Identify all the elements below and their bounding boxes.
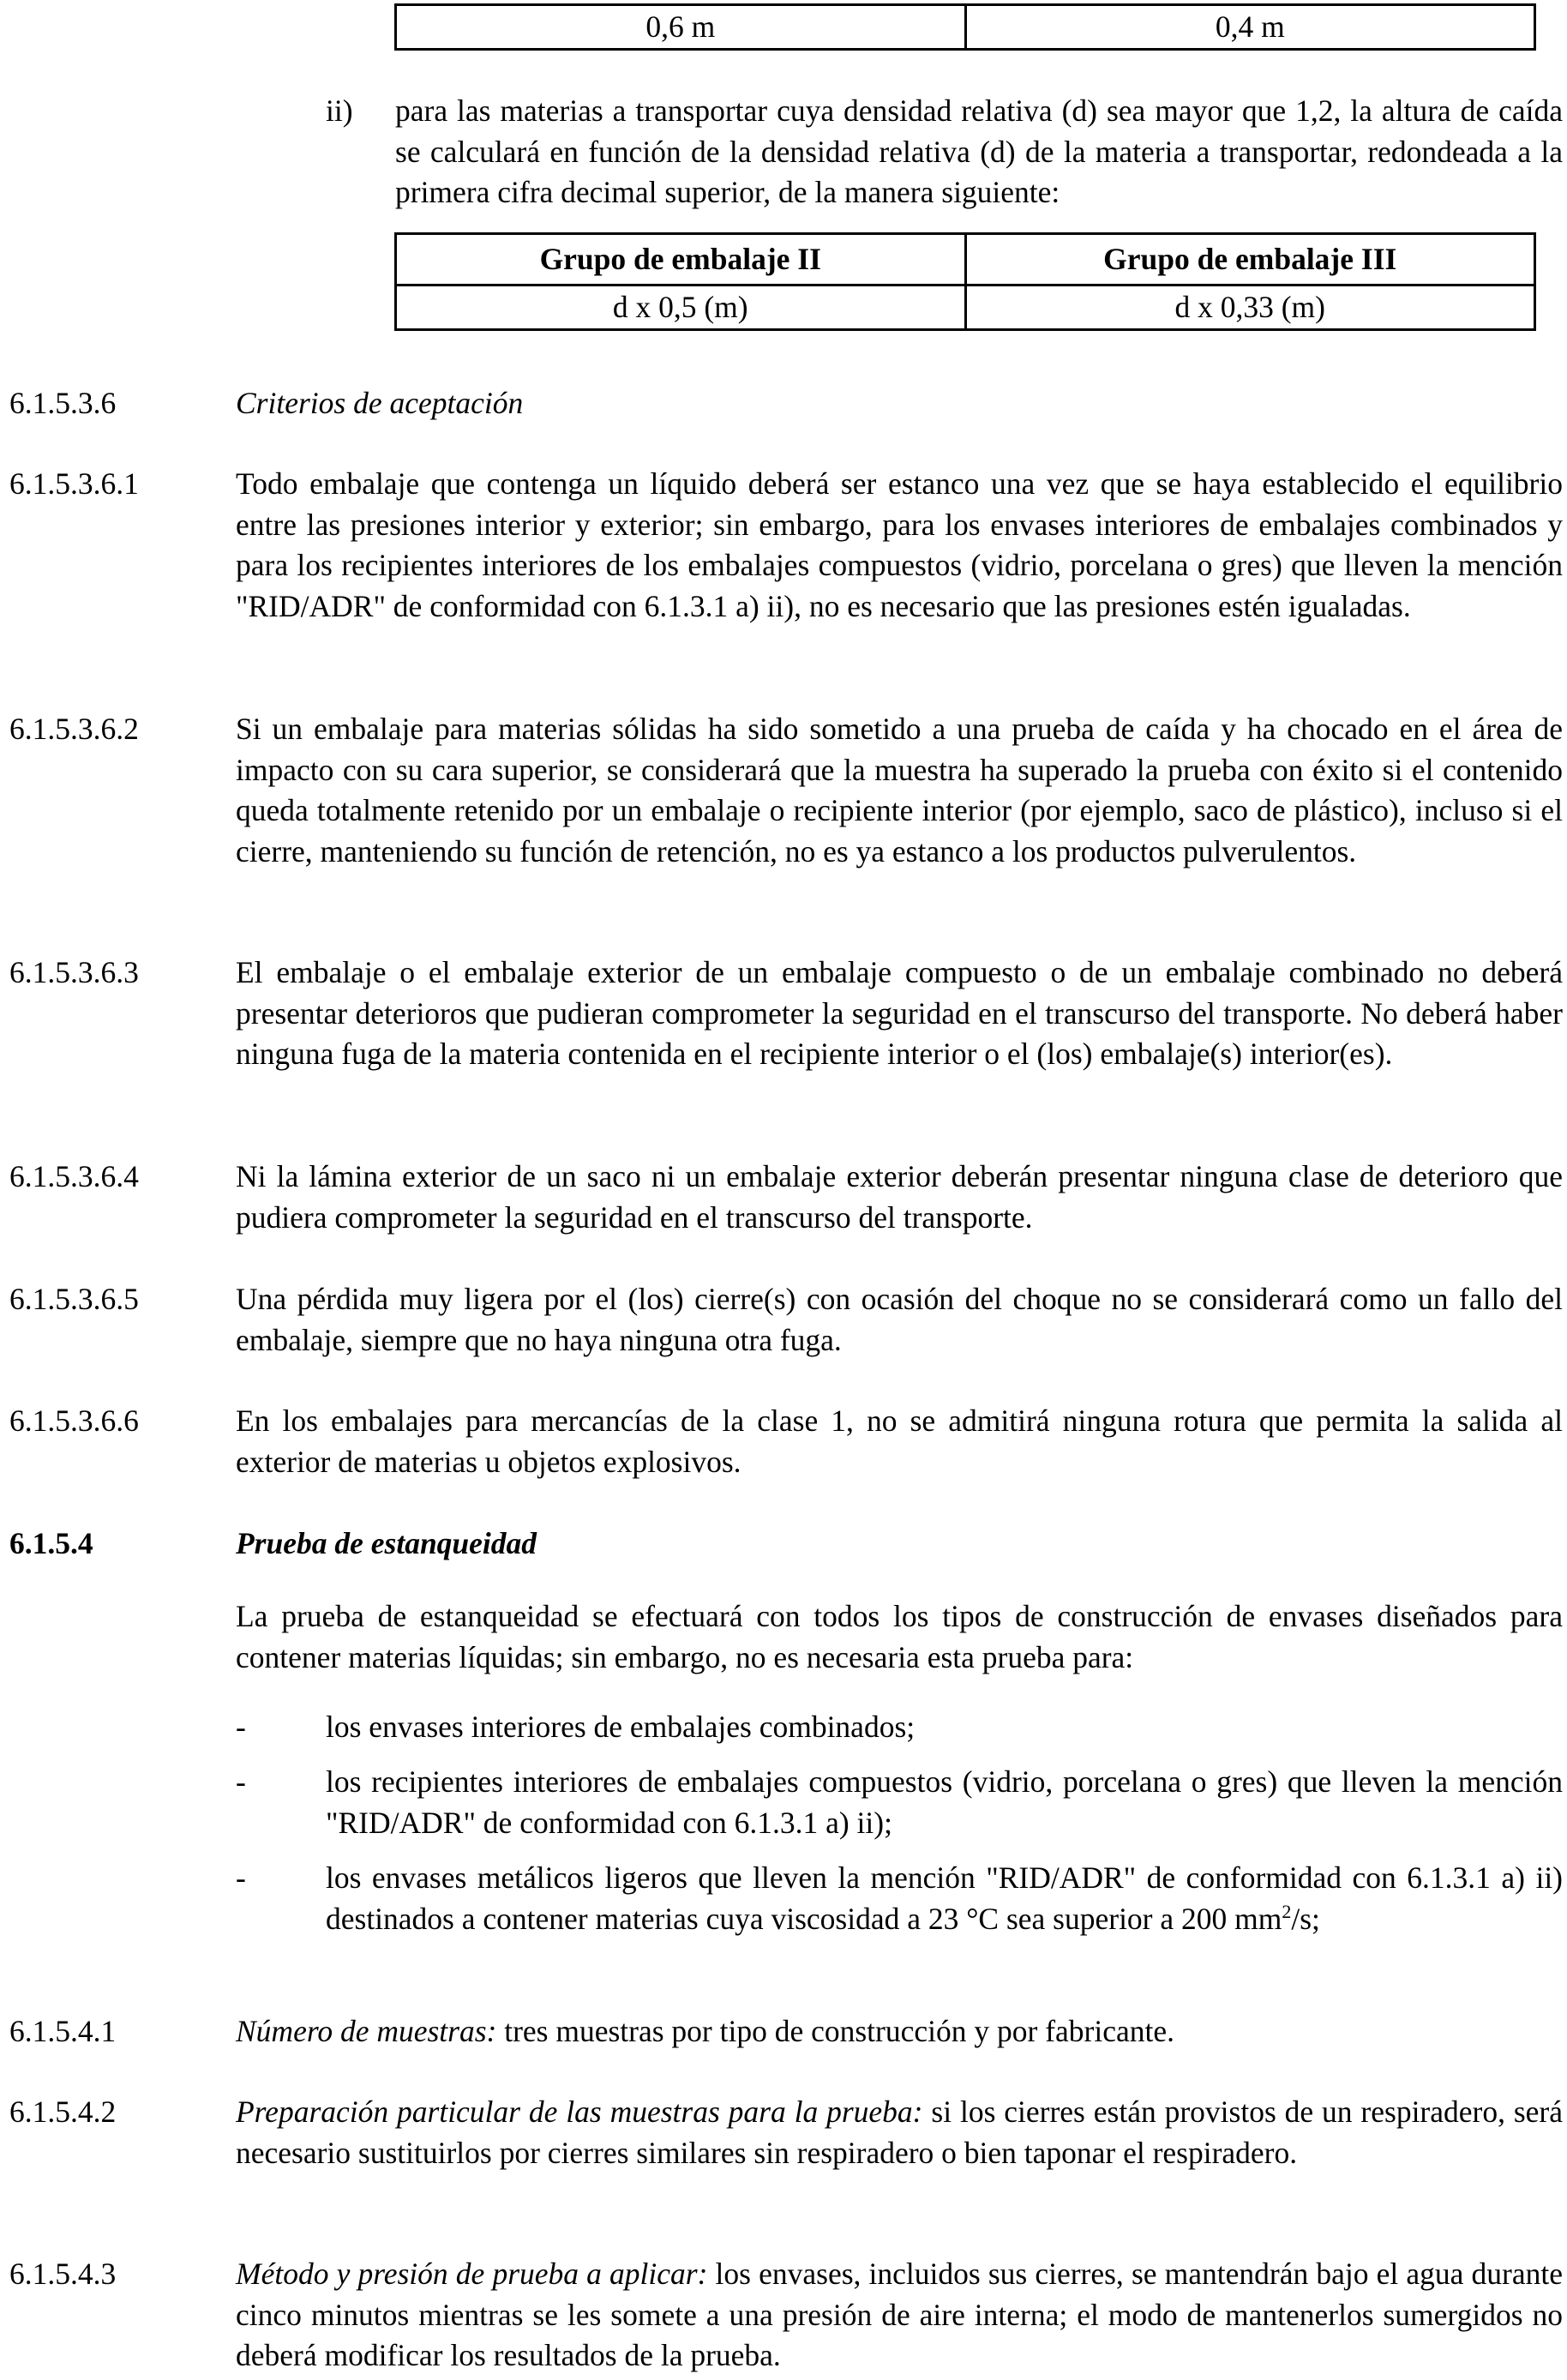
- paragraph-text: si los cierres están provistos de un respiradero, será necesario sustituirlos por cierres similares sin respiradero o bien taponar el respiradero.: [236, 2095, 1563, 2170]
- paragraph: [236, 2254, 1563, 2377]
- paragraph: La prueba de estanqueidad se efectuará con todos los tipos de construcción de envases diseñados para contener materias líquidas; sin embargo, no es necesaria esta prueba para:: [236, 1599, 1563, 1674]
- section-number: 6.1.5.4: [9, 1526, 93, 1560]
- list-marker: ii): [326, 93, 353, 128]
- paragraph-label: Número de muestras:: [236, 2014, 497, 2048]
- paragraph: El embalaje o el embalaje exterior de un embalaje compuesto o de un embalaje combinado no deberá presentar deterioros que pudieran comprometer la seguridad en el transcurso del transporte. No deberá haber ninguna fuga de la materia contenida en el recipiente interior o el (los) embalaje(s) interior(es).: [236, 955, 1563, 1071]
- table-cell: 0,6 m: [396, 5, 966, 50]
- paragraph: [236, 2092, 1563, 2173]
- paragraph-text: los envases, incluidos sus cierres, se mantendrán bajo el agua durante cinco minutos mientras se les somete a una presión de aire interna; el modo de mantenerlos sumergidos no deberá modificar los resultados de la prueba.: [236, 2257, 1563, 2372]
- section-number: 6.1.5.3.6.2: [9, 712, 139, 746]
- table-cell: 0,4 m: [965, 5, 1535, 50]
- section-number: 6.1.5.4.1: [9, 2014, 117, 2048]
- table-header: Grupo de embalaje II: [396, 234, 966, 285]
- paragraph: Si un embalaje para materias sólidas ha sido sometido a una prueba de caída y ha chocado en el área de impacto con su cara superior, se considerará que la muestra ha superado la prueba con éxito si el contenido queda totalmente retenido por un embalaje o recipiente interior (por ejemplo, saco de plástico), incluso si el cierre, manteniendo su función de retención, no es ya estanco a los productos pulverulentos.: [236, 712, 1563, 868]
- superscript: 2: [1282, 1900, 1292, 1922]
- section-number: 6.1.5.4.2: [9, 2095, 117, 2129]
- paragraph: Todo embalaje que contenga un líquido deberá ser estanco una vez que se haya establecido el equilibrio entre las presiones interior y exterior; sin embargo, para los envases interiores de embalajes combinados y para los recipientes interiores de los embalajes compuestos (vidrio, porcelana o gres) que lleven la mención "RID/ADR" de conformidad con 6.1.3.1 a) ii), no es necesario que las presiones estén igualadas.: [236, 466, 1563, 623]
- section-number: 6.1.5.4.3: [9, 2257, 117, 2291]
- list-item-text: los envases metálicos ligeros que lleven la mención "RID/ADR" de conformidad con 6.1.3.1 a) ii) destinados a contener materias cuya viscosidad a 23 °C sea superior a 200 mm: [326, 1860, 1563, 1936]
- paragraph-label: Método y presión de prueba a aplicar:: [236, 2257, 708, 2291]
- list-item: los envases interiores de embalajes combinados;: [326, 1710, 916, 1744]
- section-number: 6.1.5.3.6.3: [9, 955, 139, 989]
- section-title: Criterios de aceptación: [236, 386, 524, 420]
- paragraph: Una pérdida muy ligera por el (los) cierre(s) con ocasión del choque no se considerará como un fallo del embalaje, siempre que no haya ninguna otra fuga.: [236, 1282, 1563, 1357]
- paragraph: para las materias a transportar cuya densidad relativa (d) sea mayor que 1,2, la altura de caída se calculará en función de la densidad relativa (d) de la materia a transportar, redondeada a la primera cifra decimal superior, de la manera siguiente:: [395, 93, 1563, 209]
- paragraph: Ni la lámina exterior de un saco ni un embalaje exterior deberán presentar ninguna clase de deterioro que pudiera comprometer la seguridad en el transcurso del transporte.: [236, 1159, 1563, 1235]
- paragraph: En los embalajes para mercancías de la clase 1, no se admitirá ninguna rotura que permita la salida al exterior de materias u objetos explosivos.: [236, 1403, 1563, 1479]
- list-item-text-end: /s;: [1291, 1901, 1320, 1936]
- list-bullet: -: [236, 1710, 246, 1744]
- table-header: Grupo de embalaje III: [965, 234, 1535, 285]
- paragraph: [236, 2011, 1563, 2052]
- table-cell: d x 0,33 (m): [965, 285, 1535, 330]
- drop-height-table-top: [394, 3, 1536, 51]
- section-number: 6.1.5.3.6.4: [9, 1159, 139, 1193]
- table-cell: d x 0,5 (m): [396, 285, 966, 330]
- list-bullet: -: [236, 1860, 246, 1895]
- section-number: 6.1.5.3.6: [9, 386, 117, 420]
- section-number: 6.1.5.3.6.5: [9, 1282, 139, 1316]
- section-number: 6.1.5.3.6.1: [9, 466, 139, 501]
- drop-height-table: [394, 232, 1536, 331]
- section-title: Prueba de estanqueidad: [236, 1526, 537, 1560]
- list-item: los recipientes interiores de embalajes compuestos (vidrio, porcelana o gres) que lleven la mención "RID/ADR" de conformidad con 6.1.3.1 a) ii);: [326, 1764, 1563, 1840]
- paragraph-label: Preparación particular de las muestras para la prueba:: [236, 2095, 923, 2129]
- list-bullet: -: [236, 1764, 246, 1799]
- paragraph-text: tres muestras por tipo de construcción y por fabricante.: [496, 2014, 1174, 2048]
- section-number: 6.1.5.3.6.6: [9, 1403, 139, 1438]
- list-item: [326, 1858, 1563, 1939]
